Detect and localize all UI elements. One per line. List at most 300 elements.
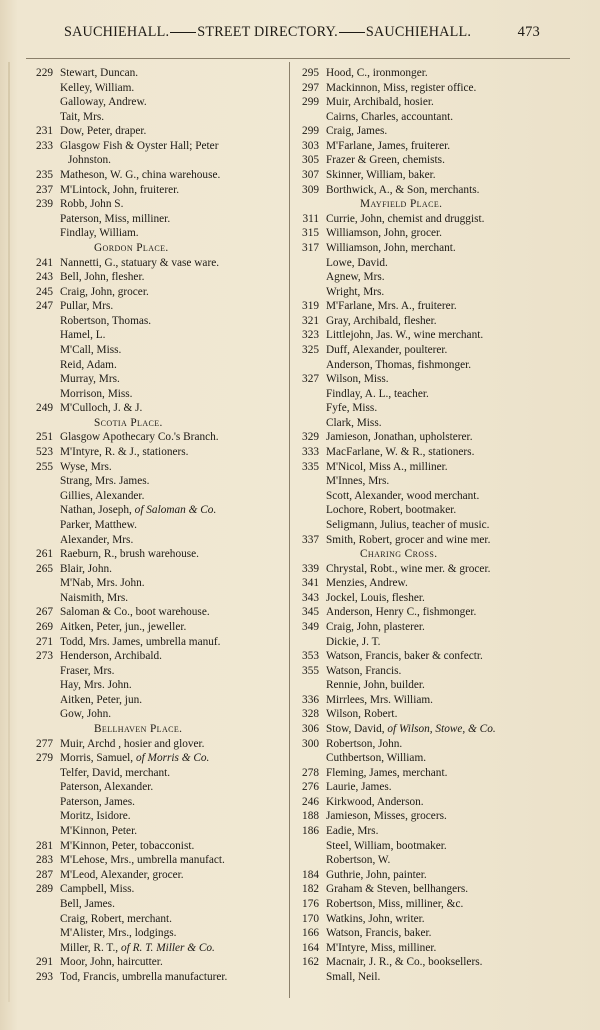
house-number: 299	[302, 125, 319, 138]
directory-entry	[24, 795, 286, 810]
directory-entry	[24, 751, 286, 766]
entry-text: Watson, Francis.	[326, 664, 402, 677]
resident-name	[326, 95, 434, 110]
resident-name	[326, 343, 447, 358]
directory-entry	[24, 226, 286, 241]
resident-name	[326, 970, 380, 985]
entry-text: Gow, John.	[60, 708, 112, 721]
entry-text: M'Kinnon, Peter.	[60, 825, 138, 838]
resident-name	[326, 853, 390, 868]
entry-text: Anderson, Thomas, fishmonger.	[326, 358, 472, 371]
entry-text: M'Farlane, Mrs. A., fruiterer.	[326, 300, 457, 313]
resident-name	[60, 635, 220, 650]
directory-entry	[290, 212, 570, 227]
resident-name	[326, 66, 428, 81]
header-title	[64, 24, 471, 41]
entry-text: Lowe, David.	[326, 256, 388, 269]
directory-entry	[290, 562, 570, 577]
house-number: 307	[302, 169, 319, 182]
directory-entry	[290, 343, 570, 358]
entry-text: M'Intyre, R. & J., stationers.	[60, 446, 189, 459]
entry-text: Muir, Archibald, hosier.	[326, 96, 434, 109]
directory-entry	[290, 110, 570, 125]
entry-text: Morrison, Miss.	[60, 387, 133, 400]
entry-text: Macnair, J. R., & Co., booksellers.	[326, 956, 483, 969]
entry-text: Paterson, Miss, milliner.	[60, 212, 171, 225]
resident-name	[326, 941, 436, 956]
left-column	[24, 66, 286, 984]
directory-entry	[290, 620, 570, 635]
place-name	[326, 197, 442, 212]
directory-entry	[290, 839, 570, 854]
entry-text: Wyse, Mrs.	[60, 460, 112, 473]
entry-text: Clark, Miss.	[326, 416, 382, 429]
entry-text: Robertson, Miss, milliner, &c.	[326, 897, 464, 910]
entry-text: Nathan, Joseph,	[60, 504, 135, 517]
house-number: 188	[302, 810, 319, 823]
directory-entry	[24, 445, 286, 460]
directory-entry	[290, 693, 570, 708]
place-name	[60, 722, 182, 737]
resident-name	[60, 110, 104, 125]
resident-name	[326, 824, 378, 839]
house-number: 523	[36, 446, 53, 459]
entry-text: Blair, John.	[60, 562, 112, 575]
entry-text: Fleming, James, merchant.	[326, 766, 448, 779]
house-number: 343	[302, 591, 319, 604]
header-dash	[170, 32, 196, 33]
house-number: 271	[36, 635, 53, 648]
resident-name	[60, 693, 142, 708]
resident-name	[326, 868, 427, 883]
directory-entry	[290, 533, 570, 548]
house-number: 341	[302, 577, 319, 590]
entry-text: Rennie, John, builder.	[326, 679, 425, 692]
entry-text: Watkins, John, writer.	[326, 912, 425, 925]
resident-name	[326, 766, 447, 781]
directory-entry	[24, 430, 286, 445]
header-right: SAUCHIEHALL.	[365, 24, 472, 40]
entry-text: Craig, Robert, merchant.	[60, 912, 172, 925]
directory-entry	[290, 882, 570, 897]
directory-entry	[24, 401, 286, 416]
directory-entry	[290, 226, 570, 241]
resident-name	[326, 168, 436, 183]
directory-entry	[290, 955, 570, 970]
directory-entry	[24, 358, 286, 373]
house-number: 311	[302, 212, 319, 225]
resident-name	[326, 212, 484, 227]
entry-text: Nannetti, G., statuary & vase ware.	[60, 256, 220, 269]
entry-text: Wilson, Robert.	[326, 708, 398, 721]
entry-text: Mackinnon, Miss, register office.	[326, 81, 477, 94]
house-number: 267	[36, 606, 53, 619]
house-number: 269	[36, 620, 53, 633]
resident-name	[326, 430, 473, 445]
firm-affiliation: of Saloman & Co.	[134, 504, 217, 517]
entry-text: Parker, Matthew.	[60, 518, 137, 531]
directory-entry	[24, 270, 286, 285]
header-rule	[26, 58, 570, 59]
directory-entry	[290, 722, 570, 737]
entry-text: Stewart, Duncan.	[60, 67, 139, 79]
house-number: 297	[302, 81, 319, 94]
directory-entry	[24, 110, 286, 125]
house-number: 353	[302, 650, 319, 663]
directory-entry	[290, 503, 570, 518]
directory-entry	[24, 183, 286, 198]
right-column	[290, 66, 570, 984]
entry-text: Guthrie, John, painter.	[326, 868, 427, 881]
directory-entry	[24, 168, 286, 183]
house-number: 239	[36, 198, 53, 211]
entry-text: Aitken, Peter, jun.	[60, 693, 143, 706]
entry-text: Steel, William, bootmaker.	[326, 839, 447, 852]
entry-text: Anderson, Henry C., fishmonger.	[326, 606, 477, 619]
house-number: 166	[302, 927, 319, 940]
resident-name	[326, 620, 425, 635]
place-heading	[24, 722, 286, 737]
directory-entry	[290, 387, 570, 402]
directory-entry	[24, 153, 286, 168]
entry-text: Telfer, David, merchant.	[60, 766, 171, 779]
house-number: 237	[36, 183, 53, 196]
directory-entry	[24, 737, 286, 752]
directory-entry	[24, 212, 286, 227]
resident-name	[326, 139, 450, 154]
house-number: 233	[36, 139, 53, 152]
house-number: 317	[302, 241, 319, 254]
entry-text: Moor, John, haircutter.	[60, 956, 163, 969]
resident-name	[326, 314, 437, 329]
house-number: 176	[302, 897, 319, 910]
house-number: 293	[36, 970, 53, 983]
house-number: 249	[36, 402, 53, 415]
directory-entry	[24, 139, 286, 154]
running-header	[64, 24, 540, 46]
house-number: 300	[302, 737, 319, 750]
resident-name	[326, 372, 389, 387]
entry-text: Hood, C., ironmonger.	[326, 67, 428, 79]
entry-text: Findlay, William.	[60, 227, 139, 240]
entry-text: Raeburn, R., brush warehouse.	[60, 548, 199, 561]
directory-entry	[290, 299, 570, 314]
resident-name	[326, 533, 490, 548]
header-center: STREET DIRECTORY.	[197, 24, 338, 40]
resident-name	[60, 518, 137, 533]
resident-name	[60, 576, 145, 591]
resident-name	[326, 299, 457, 314]
house-number: 295	[302, 67, 319, 79]
house-number: 273	[36, 650, 53, 663]
resident-name	[326, 635, 381, 650]
house-number: 325	[302, 343, 319, 356]
resident-name	[326, 809, 447, 824]
directory-entry	[24, 460, 286, 475]
entry-text: Graham & Steven, bellhangers.	[326, 883, 469, 896]
page-gutter-shadow	[8, 62, 10, 1002]
entry-text: Alexander, Mrs.	[60, 533, 134, 546]
directory-entry	[290, 168, 570, 183]
resident-name	[326, 183, 479, 198]
resident-name	[326, 241, 456, 256]
resident-name	[326, 955, 482, 970]
house-number: 336	[302, 693, 319, 706]
directory-entry	[24, 649, 286, 664]
directory-entry	[290, 897, 570, 912]
directory-entry	[24, 518, 286, 533]
directory-entry	[24, 941, 286, 956]
resident-name	[326, 649, 483, 664]
directory-entry	[290, 664, 570, 679]
entry-text: Seligmann, Julius, teacher of music.	[326, 518, 490, 531]
resident-name	[60, 853, 225, 868]
resident-name	[326, 445, 474, 460]
entry-text: Campbell, Miss.	[60, 883, 135, 896]
entry-text: Robertson, John.	[326, 737, 403, 750]
directory-entry	[290, 66, 570, 81]
house-number: 186	[302, 825, 319, 838]
directory-entry	[290, 328, 570, 343]
entry-text: Reid, Adam.	[60, 358, 117, 371]
resident-name	[60, 912, 172, 927]
directory-entry	[290, 707, 570, 722]
resident-name	[60, 737, 205, 752]
resident-name	[60, 124, 146, 139]
house-number: 279	[36, 752, 53, 765]
directory-entry	[24, 474, 286, 489]
place-heading	[24, 241, 286, 256]
resident-name	[326, 518, 489, 533]
resident-name	[326, 124, 387, 139]
entry-text: Todd, Mrs. James, umbrella manuf.	[60, 635, 221, 648]
directory-entry	[24, 897, 286, 912]
directory-entry	[24, 314, 286, 329]
resident-name	[60, 358, 117, 373]
directory-entry	[24, 678, 286, 693]
resident-name	[326, 81, 476, 96]
resident-name	[60, 314, 151, 329]
entry-text: Bell, John, flesher.	[60, 271, 145, 284]
resident-name	[60, 197, 123, 212]
resident-name	[60, 270, 144, 285]
resident-name	[60, 328, 106, 343]
entry-text: Craig, John, plasterer.	[326, 620, 425, 633]
resident-name	[60, 562, 112, 577]
house-number: 299	[302, 96, 319, 109]
directory-entry	[290, 241, 570, 256]
entry-text: Williamson, John, merchant.	[326, 241, 456, 254]
directory-entry	[290, 460, 570, 475]
firm-affiliation: of R. T. Miller & Co.	[120, 941, 215, 954]
resident-name	[60, 183, 179, 198]
resident-name	[60, 678, 132, 693]
directory-entry	[290, 941, 570, 956]
entry-text: Jockel, Louis, flesher.	[326, 591, 425, 604]
entry-text: Gray, Archibald, flesher.	[326, 314, 437, 327]
house-number: 339	[302, 562, 319, 575]
directory-entry	[24, 299, 286, 314]
resident-name	[60, 503, 216, 518]
entry-text: Paterson, James.	[60, 795, 135, 808]
house-number: 182	[302, 883, 319, 896]
resident-name	[60, 533, 133, 548]
entry-text: Aitken, Peter, jun., jeweller.	[60, 620, 187, 633]
directory-entry	[24, 533, 286, 548]
resident-name	[60, 926, 176, 941]
house-number: 255	[36, 460, 53, 473]
resident-name	[326, 897, 463, 912]
entry-text: Glasgow Apothecary Co.'s Branch.	[60, 431, 219, 444]
resident-name	[326, 605, 476, 620]
entry-text: Strang, Mrs. James.	[60, 475, 150, 488]
resident-name	[60, 489, 144, 504]
directory-entry	[290, 751, 570, 766]
resident-name	[326, 664, 401, 679]
house-number: 265	[36, 562, 53, 575]
resident-name	[326, 751, 426, 766]
directory-entry	[24, 81, 286, 96]
directory-entry	[24, 766, 286, 781]
resident-name	[326, 256, 388, 271]
house-number: 333	[302, 446, 319, 459]
directory-entry	[290, 649, 570, 664]
resident-name	[60, 460, 112, 475]
house-number: 315	[302, 227, 319, 240]
house-number: 235	[36, 169, 53, 182]
resident-name	[60, 605, 210, 620]
entry-text: M'Leod, Alexander, grocer.	[60, 868, 184, 881]
directory-entry	[24, 562, 286, 577]
resident-name	[326, 153, 445, 168]
directory-entry	[24, 124, 286, 139]
house-number: 328	[302, 708, 319, 721]
house-number: 247	[36, 300, 53, 313]
entry-text: Duff, Alexander, poulterer.	[326, 343, 448, 356]
entry-text: Gillies, Alexander.	[60, 489, 145, 502]
resident-name	[60, 547, 199, 562]
directory-entry	[290, 270, 570, 285]
resident-name	[326, 460, 448, 475]
directory-entry	[290, 678, 570, 693]
resident-name	[326, 678, 425, 693]
page-number: 473	[517, 24, 540, 40]
entry-text: Smith, Robert, grocer and wine mer.	[326, 533, 491, 546]
entry-text: Cuthbertson, William.	[326, 752, 427, 765]
resident-name	[326, 722, 496, 737]
resident-name	[326, 416, 382, 431]
directory-entry	[290, 780, 570, 795]
resident-name	[60, 401, 142, 416]
house-number: 281	[36, 839, 53, 852]
directory-entry	[24, 605, 286, 620]
resident-name	[326, 591, 425, 606]
resident-name	[326, 226, 442, 241]
entry-text: Currie, John, chemist and druggist.	[326, 212, 485, 225]
resident-name	[60, 299, 113, 314]
entry-text: Agnew, Mrs.	[326, 271, 385, 284]
house-number: 335	[302, 460, 319, 473]
entry-text: Wright, Mrs.	[326, 285, 385, 298]
place-name	[60, 416, 163, 431]
house-number: 261	[36, 548, 53, 561]
resident-name	[326, 358, 471, 373]
entry-text: Scott, Alexander, wood merchant.	[326, 489, 480, 502]
house-number: 231	[36, 125, 53, 138]
house-number: 319	[302, 300, 319, 313]
directory-entry	[290, 809, 570, 824]
resident-name	[60, 795, 135, 810]
resident-name	[60, 824, 137, 839]
directory-entry	[290, 518, 570, 533]
resident-name	[60, 343, 121, 358]
resident-name	[60, 285, 149, 300]
entry-text: Murray, Mrs.	[60, 373, 120, 386]
resident-name	[60, 153, 111, 168]
entry-text: M'Nab, Mrs. John.	[60, 577, 145, 590]
directory-entry	[290, 970, 570, 985]
entry-text: Moritz, Isidore.	[60, 810, 131, 823]
entry-text: M'Lehose, Mrs., umbrella manufact.	[60, 854, 225, 867]
place-heading	[290, 197, 570, 212]
firm-affiliation: of Morris & Co.	[135, 752, 210, 765]
entry-text: Frazer & Green, chemists.	[326, 154, 445, 167]
resident-name	[326, 576, 408, 591]
directory-entry	[24, 285, 286, 300]
resident-name	[326, 562, 490, 577]
directory-entry	[290, 358, 570, 373]
directory-entry	[24, 503, 286, 518]
entry-text: Charing Cross.	[360, 548, 438, 561]
entry-text: Johnston.	[68, 154, 111, 167]
entry-text: Robb, John S.	[60, 198, 124, 211]
resident-name	[326, 926, 431, 941]
resident-name	[326, 707, 397, 722]
resident-name	[60, 780, 153, 795]
entry-text: Fraser, Mrs.	[60, 664, 115, 677]
entry-text: M'Farlane, James, fruiterer.	[326, 139, 451, 152]
entry-text: Morris, Samuel,	[60, 752, 136, 765]
resident-name	[326, 795, 424, 810]
house-number: 164	[302, 941, 319, 954]
directory-entry	[24, 635, 286, 650]
resident-name	[60, 139, 218, 154]
resident-name	[60, 955, 163, 970]
resident-name	[326, 693, 433, 708]
directory-entry	[290, 605, 570, 620]
entry-text: Kirkwood, Anderson.	[326, 795, 424, 808]
directory-entry	[24, 970, 286, 985]
directory-entry	[290, 576, 570, 591]
entry-text: Gordon Place.	[94, 241, 169, 254]
house-number: 283	[36, 854, 53, 867]
directory-entry	[24, 853, 286, 868]
directory-entry	[290, 795, 570, 810]
resident-name	[326, 110, 453, 125]
resident-name	[60, 868, 184, 883]
resident-name	[60, 897, 115, 912]
entry-text: Eadie, Mrs.	[326, 825, 379, 838]
entry-text: Chrystal, Robt., wine mer. & grocer.	[326, 562, 491, 575]
directory-entry	[24, 780, 286, 795]
entry-text: M'Culloch, J. & J.	[60, 402, 143, 415]
house-number: 321	[302, 314, 319, 327]
directory-entry	[290, 314, 570, 329]
resident-name	[60, 751, 209, 766]
resident-name	[60, 445, 189, 460]
entry-text: Williamson, John, grocer.	[326, 227, 442, 240]
resident-name	[326, 839, 447, 854]
